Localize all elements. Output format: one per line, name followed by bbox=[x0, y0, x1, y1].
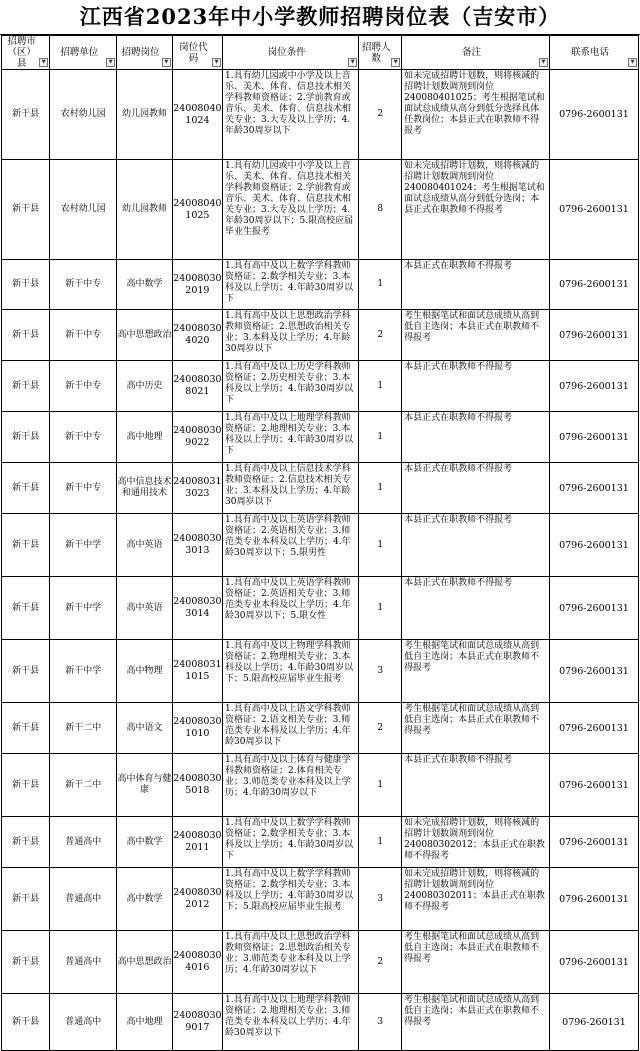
cell-note: 如未完成招聘计划数，则将核减的招聘计划数调剂到岗位240080401024；考生根据笔试和面试总成绩从高分到低分选岗；本县正式在职教师不得报考 bbox=[402, 160, 550, 260]
table-row bbox=[2, 361, 639, 412]
cell-phone: 0796-260131 bbox=[549, 994, 638, 1051]
cell-count: 1 bbox=[359, 817, 402, 868]
cell-code: 24008030 1010 bbox=[172, 703, 222, 754]
table-row bbox=[2, 994, 639, 1051]
header-requirements: 岗位条件 ▼ bbox=[223, 36, 359, 70]
cell-county: 新干县 bbox=[2, 754, 50, 817]
cell-requirements: 1.具有高中及以上体育与健康学科教师资格证；2.体育相关专业；3.师范类专业本科及以上学历；4.年龄30周岁以下 bbox=[223, 754, 359, 817]
cell-phone: 0796-2600131 bbox=[549, 931, 638, 994]
cell-county: 新干县 bbox=[2, 412, 50, 463]
table-row bbox=[2, 640, 639, 703]
cell-count: 1 bbox=[359, 260, 402, 310]
cell-requirements: 1.具有高中及以上历史学科教师资格证；2.历史相关专业；3.本科及以上学历；4.年龄30周岁以下 bbox=[223, 361, 359, 412]
cell-unit: 普通高中 bbox=[50, 931, 117, 994]
cell-requirements: 1.具有高中及以上英语学科教师资格证；2.英语相关专业；3.师范类专业本科及以上学历；4.年龄30周岁以下；5.限女性 bbox=[223, 577, 359, 640]
filter-dropdown-icon[interactable]: ▼ bbox=[162, 58, 171, 67]
cell-unit: 新干中专 bbox=[50, 463, 117, 514]
cell-code: 24008030 2012 bbox=[172, 868, 222, 931]
cell-county: 新干县 bbox=[2, 260, 50, 310]
cell-note: 如未完成招聘计划数，则将核减的招聘计划数调剂到岗位240080302012；本县正式在职教师不得报考 bbox=[402, 817, 550, 868]
cell-unit: 农村幼儿园 bbox=[50, 160, 117, 260]
cell-requirements: 1.具有高中及以上物理学科教师资格证；2.物理相关专业；3.本科及以上学历；4.年龄30周岁以下；5.限高校应届毕业生报考 bbox=[223, 640, 359, 703]
cell-county: 新干县 bbox=[2, 514, 50, 577]
cell-count: 2 bbox=[359, 70, 402, 160]
cell-county: 新干县 bbox=[2, 361, 50, 412]
cell-phone: 0796-2600131 bbox=[549, 70, 638, 160]
cell-county: 新干县 bbox=[2, 994, 50, 1051]
cell-county: 新干县 bbox=[2, 70, 50, 160]
cell-unit: 新干二中 bbox=[50, 703, 117, 754]
cell-code: 24008030 4016 bbox=[172, 931, 222, 994]
cell-code: 24008030 3013 bbox=[172, 514, 222, 577]
filter-dropdown-icon[interactable]: ▼ bbox=[106, 58, 115, 67]
cell-count: 3 bbox=[359, 994, 402, 1051]
table-row bbox=[2, 514, 639, 577]
cell-phone: 0796-2600131 bbox=[549, 640, 638, 703]
header-code: 岗位代码 ▼ bbox=[172, 36, 222, 70]
table-row bbox=[2, 703, 639, 754]
cell-post: 高中地理 bbox=[117, 994, 173, 1051]
cell-note: 考生根据笔试和面试总成绩从高到低自主选岗；本县正式在职教师不得报考 bbox=[402, 703, 550, 754]
cell-requirements: 1.具有高中及以上数学学科教师资格证；2.数学相关专业；3.本科及以上学历；4.年龄30周岁以下 bbox=[223, 817, 359, 868]
cell-post: 高中英语 bbox=[117, 514, 173, 577]
cell-post: 高中思想政治 bbox=[117, 931, 173, 994]
cell-unit: 新干中专 bbox=[50, 412, 117, 463]
recruitment-table bbox=[1, 35, 639, 1051]
cell-count: 1 bbox=[359, 514, 402, 577]
cell-post: 幼儿园教师 bbox=[117, 70, 173, 160]
cell-code: 24008030 4020 bbox=[172, 310, 222, 361]
cell-phone: 0796-2600131 bbox=[549, 260, 638, 310]
page-title: 江西省2023年中小学教师招聘岗位表（吉安市） bbox=[0, 0, 640, 35]
cell-county: 新干县 bbox=[2, 577, 50, 640]
cell-requirements: 1.具有高中及以上数学学科教师资格证；2.数学相关专业；3.本科及以上学历；4.年龄30周岁以下 bbox=[223, 260, 359, 310]
cell-requirements: 1.具有高中及以上英语学科教师资格证；2.英语相关专业；3.师范类专业本科及以上学历；4.年龄30周岁以下；5.限男性 bbox=[223, 514, 359, 577]
header-county: 招聘市（区）县 ▼ bbox=[2, 36, 50, 70]
cell-code: 24008030 5018 bbox=[172, 754, 222, 817]
table-row bbox=[2, 310, 639, 361]
header-phone: 联系电话 ▼ bbox=[549, 36, 638, 70]
filter-dropdown-icon[interactable]: ▼ bbox=[391, 58, 400, 67]
cell-note: 如未完成招聘计划数，则将核减的招聘计划数调剂到岗位240080302011；本县正式在职教师不得报考 bbox=[402, 868, 550, 931]
cell-post: 高中体育与健康 bbox=[117, 754, 173, 817]
cell-unit: 普通高中 bbox=[50, 817, 117, 868]
cell-code: 24008030 9022 bbox=[172, 412, 222, 463]
filter-dropdown-icon[interactable]: ▼ bbox=[39, 58, 48, 67]
cell-count: 2 bbox=[359, 703, 402, 754]
cell-count: 1 bbox=[359, 361, 402, 412]
table-row bbox=[2, 70, 639, 160]
table-row bbox=[2, 260, 639, 310]
cell-note: 考生根据笔试和面试总成绩从高到低自主选岗；本县正式在职教师不得报考 bbox=[402, 931, 550, 994]
cell-unit: 新干二中 bbox=[50, 754, 117, 817]
cell-post: 高中数学 bbox=[117, 868, 173, 931]
cell-county: 新干县 bbox=[2, 703, 50, 754]
cell-count: 8 bbox=[359, 160, 402, 260]
cell-post: 高中数学 bbox=[117, 260, 173, 310]
cell-unit: 新干中学 bbox=[50, 577, 117, 640]
cell-post: 高中思想政治 bbox=[117, 310, 173, 361]
cell-count: 3 bbox=[359, 868, 402, 931]
table-row bbox=[2, 754, 639, 817]
cell-note: 本县正式在职教师不得报考 bbox=[402, 463, 550, 514]
cell-code: 24008030 2011 bbox=[172, 817, 222, 868]
filter-dropdown-icon[interactable]: ▼ bbox=[628, 58, 637, 67]
cell-county: 新干县 bbox=[2, 931, 50, 994]
table-row bbox=[2, 931, 639, 994]
cell-requirements: 1.具有高中及以上地理学科教师资格证；2.地理相关专业；3.本科及以上学历；4.年龄30周岁以下 bbox=[223, 412, 359, 463]
cell-county: 新干县 bbox=[2, 868, 50, 931]
cell-code: 24008030 8021 bbox=[172, 361, 222, 412]
filter-dropdown-icon[interactable]: ▼ bbox=[539, 58, 548, 67]
cell-county: 新干县 bbox=[2, 640, 50, 703]
table-row bbox=[2, 817, 639, 868]
cell-code: 24008030 9017 bbox=[172, 994, 222, 1051]
cell-phone: 0796-2600131 bbox=[549, 754, 638, 817]
cell-count: 2 bbox=[359, 931, 402, 994]
filter-dropdown-icon[interactable]: ▼ bbox=[348, 58, 357, 67]
cell-requirements: 1.具有幼儿园或中小学及以上音乐、美术、体育、信息技术相关学科教师资格证；2.学前教育或音乐、美术、体育、信息技术相关专业；3.大专及以上学历；4.年龄30周岁以下；5.限高校应届毕业生报考 bbox=[223, 160, 359, 260]
cell-note: 本县正式在职教师不得报考 bbox=[402, 412, 550, 463]
cell-note: 如未完成招聘计划数，则将核减的招聘计划数调剂到岗位240080401025；考生根据笔试和面试总成绩从高分到低分选择具体任教岗位；本县正式在职教师不得报考 bbox=[402, 70, 550, 160]
cell-phone: 0796-2600131 bbox=[549, 463, 638, 514]
cell-county: 新干县 bbox=[2, 463, 50, 514]
cell-post: 高中英语 bbox=[117, 577, 173, 640]
header-note: 备注 ▼ bbox=[402, 36, 550, 70]
cell-requirements: 1.具有高中及以上数学学科教师资格证；2.数学相关专业；3.本科及以上学历；4.年龄30周岁以下；5.限高校应届毕业生报考 bbox=[223, 868, 359, 931]
cell-requirements: 1.具有高中及以上地理学科教师资格证；2.地理相关专业；3.师范类专业本科及以上学历；4.年龄30周岁以下 bbox=[223, 994, 359, 1051]
cell-post: 高中地理 bbox=[117, 412, 173, 463]
cell-note: 考生根据笔试和面试总成绩从高到低自主选岗；本县正式在职教师不得报考 bbox=[402, 994, 550, 1051]
cell-count: 1 bbox=[359, 412, 402, 463]
header-unit: 招聘单位 ▼ bbox=[50, 36, 117, 70]
cell-count: 3 bbox=[359, 640, 402, 703]
cell-county: 新干县 bbox=[2, 160, 50, 260]
header-row bbox=[2, 36, 639, 70]
cell-phone: 0796-2600131 bbox=[549, 412, 638, 463]
table-row bbox=[2, 868, 639, 931]
cell-phone: 0796-2600131 bbox=[549, 577, 638, 640]
cell-requirements: 1.具有幼儿园或中小学及以上音乐、美术、体育、信息技术相关学科教师资格证；2.学前教育或音乐、美术、体育、信息技术相关专业；3.大专及以上学历；4.年龄30周岁以下 bbox=[223, 70, 359, 160]
cell-code: 24008040 1024 bbox=[172, 70, 222, 160]
cell-unit: 新干中专 bbox=[50, 310, 117, 361]
cell-requirements: 1.具有高中及以上语文学科教师资格证；2.语文相关专业；3.师范类专业本科及以上学历；4.年龄30周岁以下 bbox=[223, 703, 359, 754]
cell-county: 新干县 bbox=[2, 310, 50, 361]
cell-note: 本县正式在职教师不得报考 bbox=[402, 514, 550, 577]
cell-note: 本县正式在职教师不得报考 bbox=[402, 577, 550, 640]
table-row bbox=[2, 412, 639, 463]
cell-count: 2 bbox=[359, 310, 402, 361]
cell-count: 1 bbox=[359, 463, 402, 514]
cell-phone: 0796-2600131 bbox=[549, 310, 638, 361]
cell-code: 24008031 3023 bbox=[172, 463, 222, 514]
cell-requirements: 1.具有高中及以上信息技术学科教师资格证；2.信息技术相关专业；3.本科及以上学历；4.年龄30周岁以下 bbox=[223, 463, 359, 514]
filter-dropdown-icon[interactable]: ▼ bbox=[212, 58, 221, 67]
table-row bbox=[2, 463, 639, 514]
cell-post: 高中物理 bbox=[117, 640, 173, 703]
table-row bbox=[2, 160, 639, 260]
cell-code: 24008030 2019 bbox=[172, 260, 222, 310]
cell-note: 本县正式在职教师不得报考 bbox=[402, 754, 550, 817]
cell-count: 1 bbox=[359, 754, 402, 817]
cell-phone: 0796-2600131 bbox=[549, 817, 638, 868]
cell-requirements: 1.具有高中及以上思想政治学科教师资格证；2.思想政治相关专业；3.本科及以上学历；4.年龄30周岁以下 bbox=[223, 310, 359, 361]
cell-post: 高中数学 bbox=[117, 817, 173, 868]
cell-phone: 0796-2600131 bbox=[549, 703, 638, 754]
cell-unit: 新干中学 bbox=[50, 640, 117, 703]
cell-code: 24008030 3014 bbox=[172, 577, 222, 640]
cell-post: 高中语文 bbox=[117, 703, 173, 754]
cell-note: 考生根据笔试和面试总成绩从高到低自主选岗；本县正式在职教师不得报考 bbox=[402, 310, 550, 361]
cell-requirements: 1.具有高中及以上思想政治学科教师资格证；2.思想政治相关专业；3.师范类专业本科及以上学历；4.年龄30周岁以下 bbox=[223, 931, 359, 994]
cell-phone: 0796-2600131 bbox=[549, 514, 638, 577]
cell-unit: 农村幼儿园 bbox=[50, 70, 117, 160]
cell-unit: 普通高中 bbox=[50, 868, 117, 931]
cell-unit: 新干中专 bbox=[50, 260, 117, 310]
cell-note: 考生根据笔试和面试总成绩从高到低自主选岗；本县正式在职教师不得报考 bbox=[402, 640, 550, 703]
cell-county: 新干县 bbox=[2, 817, 50, 868]
table-row bbox=[2, 577, 639, 640]
cell-post: 高中历史 bbox=[117, 361, 173, 412]
cell-phone: 0796-2600131 bbox=[549, 361, 638, 412]
header-count: 招聘人数 ▼ bbox=[359, 36, 402, 70]
cell-note: 本县正式在职教师不得报考 bbox=[402, 260, 550, 310]
cell-post: 高中信息技术和通用技术 bbox=[117, 463, 173, 514]
cell-code: 24008031 1015 bbox=[172, 640, 222, 703]
cell-count: 1 bbox=[359, 577, 402, 640]
cell-phone: 0796-2600131 bbox=[549, 160, 638, 260]
cell-code: 24008040 1025 bbox=[172, 160, 222, 260]
cell-phone: 0796-2600131 bbox=[549, 868, 638, 931]
cell-note: 本县正式在职教师不得报考 bbox=[402, 361, 550, 412]
cell-post: 幼儿园教师 bbox=[117, 160, 173, 260]
cell-unit: 新干中专 bbox=[50, 361, 117, 412]
cell-unit: 新干中学 bbox=[50, 514, 117, 577]
cell-unit: 普通高中 bbox=[50, 994, 117, 1051]
header-post: 招聘岗位 ▼ bbox=[117, 36, 173, 70]
